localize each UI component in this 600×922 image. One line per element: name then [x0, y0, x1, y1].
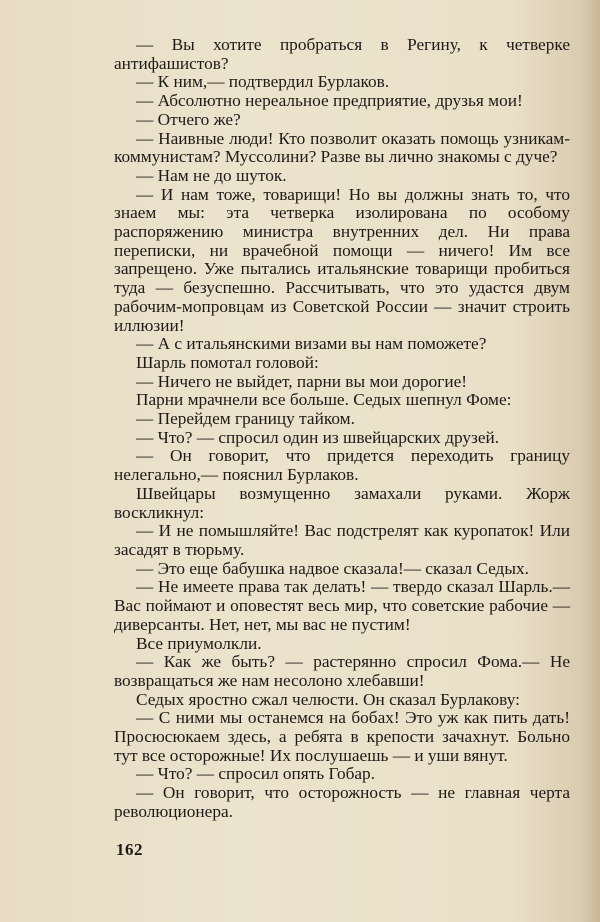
paragraph: — Абсолютно нереальное предприятие, друзья мои! [136, 91, 523, 111]
paragraph: — Как же быть? — растерянно спросил Фома.— Не возвращаться же нам несолоно хлебавши! [114, 652, 570, 690]
paragraph: Седых яростно сжал челюсти. Он сказал Бурлакову: [136, 689, 520, 709]
paragraph: — Отчего же? [136, 109, 241, 129]
paragraph: — К ним,— подтвердил Бурлаков. [136, 72, 390, 92]
paragraph: — Вы хотите пробраться в Регину, к четверке антифашистов? [114, 35, 570, 73]
paragraph: — Перейдем границу тайком. [136, 409, 355, 429]
page-number: 162 [116, 840, 143, 859]
paragraph: — Он говорит, что осторожность — не главная черта революционера. [114, 783, 570, 821]
paragraph: — А с итальянскими визами вы нам поможете? [136, 334, 487, 354]
paragraph: — Что? — спросил один из швейцарских друзей. [136, 427, 500, 447]
paragraph: — Он говорит, что придется переходить границу нелегально,— пояснил Бурлаков. [114, 446, 570, 485]
paragraph: Швейцары возмущенно замахали руками. Жорж воскликнул: [114, 483, 570, 522]
page-text [114, 36, 570, 822]
paragraph: Шарль помотал головой: [136, 352, 319, 372]
paragraph: — Нам не до шуток. [136, 165, 287, 185]
paragraph: — Не имеете права так делать! — твердо сказал Шарль.— Вас поймают и оповестят весь мир, что советские рабочие — диверсанты. Нет, нет, мы вас не пустим! [114, 577, 570, 634]
paragraph: — Что? — спросил опять Гобар. [136, 764, 376, 784]
paragraph: — Это еще бабушка надвое сказала!— сказал Седых. [136, 558, 529, 578]
paragraph: — Ничего не выйдет, парни вы мои дорогие! [136, 371, 468, 391]
paragraph: — И не помышляйте! Вас подстрелят как куропаток! Или засадят в тюрьму. [114, 521, 570, 559]
paragraph: — С ними мы останемся на бобах! Это уж как пить дать! Просюсюкаем здесь, а ребята в крепости зачахнут. Больно тут все осторожные! Их послушаешь — и уши вянут. [114, 708, 570, 765]
paragraph: Парни мрачнели все больше. Седых шепнул Фоме: [136, 390, 512, 410]
paragraph: — Наивные люди! Кто позволит оказать помощь узникам-коммунистам? Муссолини? Разве вы лично знакомы с дуче? [114, 128, 570, 167]
paragraph: — И нам тоже, товарищи! Но вы должны знать то, что знаем мы: эта четверка изолирована по особому распоряжению министра внутренних дел. Ни права переписки, ни врачебной помощи — ничего! Им все запрещено. Уже пытались итальянские товарищи пробиться туда — безуспешно. Рассчитывать, что это удастся двум рабочим-мопровцам из Советской России — значит строить иллюзии! [114, 184, 570, 335]
paragraph: Все приумолкли. [136, 633, 262, 653]
